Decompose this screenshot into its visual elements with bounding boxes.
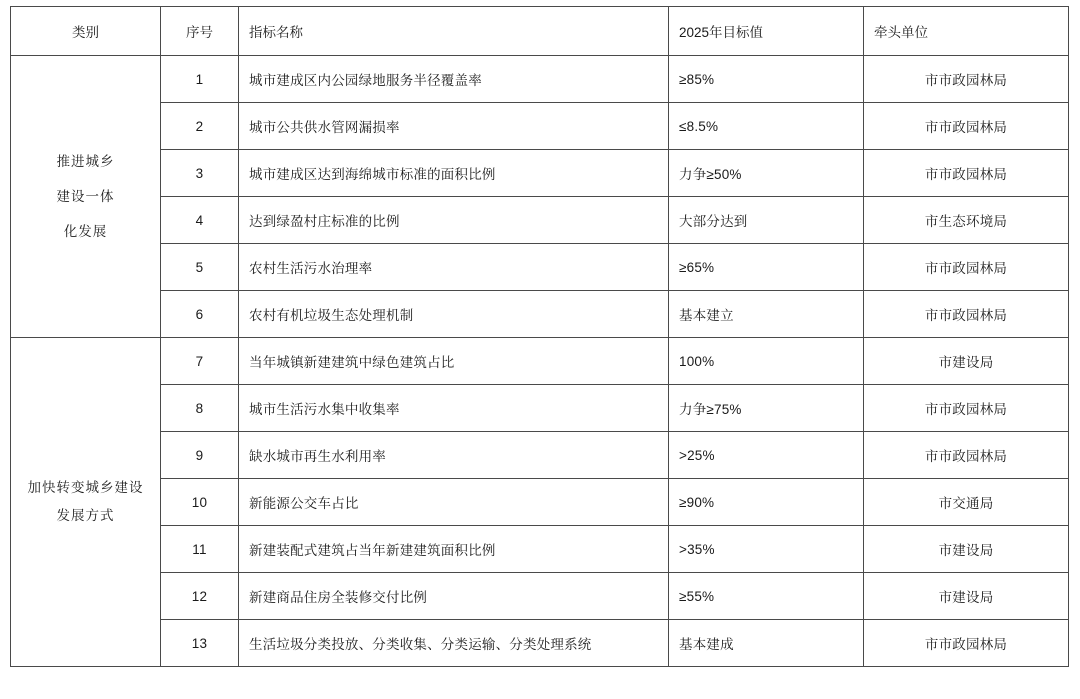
row-target: 100%: [669, 338, 864, 385]
row-name: 城市建成区内公园绿地服务半径覆盖率: [239, 56, 669, 103]
row-seq: 3: [161, 150, 239, 197]
row-name: 新建装配式建筑占当年新建建筑面积比例: [239, 526, 669, 573]
row-unit: 市市政园林局: [864, 150, 1069, 197]
row-seq: 7: [161, 338, 239, 385]
row-unit: 市市政园林局: [864, 244, 1069, 291]
table-header-row: [11, 7, 1069, 56]
table-row: [11, 103, 1069, 150]
table-row: [11, 432, 1069, 479]
row-seq: 11: [161, 526, 239, 573]
header-seq: 序号: [161, 7, 239, 56]
indicator-table: [10, 6, 1069, 667]
row-name: 城市建成区达到海绵城市标准的面积比例: [239, 150, 669, 197]
row-target: >25%: [669, 432, 864, 479]
table-row: [11, 56, 1069, 103]
row-seq: 2: [161, 103, 239, 150]
category-line: 加快转变城乡建设: [27, 479, 144, 495]
row-target: 基本建立: [669, 291, 864, 338]
row-seq: 10: [161, 479, 239, 526]
header-unit: 牵头单位: [864, 7, 1069, 56]
row-unit: 市建设局: [864, 526, 1069, 573]
category-line: 建设一体: [56, 188, 115, 204]
row-unit: 市市政园林局: [864, 432, 1069, 479]
row-name: 生活垃圾分类投放、分类收集、分类运输、分类处理系统: [239, 620, 669, 667]
row-target: ≥90%: [669, 479, 864, 526]
row-name: 新能源公交车占比: [239, 479, 669, 526]
table-row: [11, 197, 1069, 244]
row-seq: 9: [161, 432, 239, 479]
row-name: 城市公共供水管网漏损率: [239, 103, 669, 150]
header-category: 类别: [11, 7, 161, 56]
row-unit: 市生态环境局: [864, 197, 1069, 244]
table-row: [11, 573, 1069, 620]
row-target: 大部分达到: [669, 197, 864, 244]
row-seq: 8: [161, 385, 239, 432]
row-name: 农村有机垃圾生态处理机制: [239, 291, 669, 338]
row-unit: 市市政园林局: [864, 291, 1069, 338]
row-name: 城市生活污水集中收集率: [239, 385, 669, 432]
row-unit: 市市政园林局: [864, 385, 1069, 432]
table-row: [11, 620, 1069, 667]
table-row: [11, 291, 1069, 338]
row-seq: 1: [161, 56, 239, 103]
category-line: 发展方式: [56, 508, 115, 523]
row-target: >35%: [669, 526, 864, 573]
row-target: ≥65%: [669, 244, 864, 291]
table-row: [11, 526, 1069, 573]
row-name: 达到绿盈村庄标准的比例: [239, 197, 669, 244]
row-seq: 6: [161, 291, 239, 338]
table-row: [11, 150, 1069, 197]
row-name: 农村生活污水治理率: [239, 244, 669, 291]
category-line: 化发展: [63, 224, 108, 240]
row-unit: 市建设局: [864, 573, 1069, 620]
row-seq: 13: [161, 620, 239, 667]
category-line: 推进城乡: [56, 153, 115, 169]
row-unit: 市建设局: [864, 338, 1069, 385]
category-cell-0: [11, 56, 161, 338]
row-target: ≤8.5%: [669, 103, 864, 150]
table-row: [11, 385, 1069, 432]
table-row: [11, 479, 1069, 526]
header-target: 2025年目标值: [669, 7, 864, 56]
row-unit: 市市政园林局: [864, 103, 1069, 150]
table-row: [11, 244, 1069, 291]
row-unit: 市交通局: [864, 479, 1069, 526]
row-target: 力争≥50%: [669, 150, 864, 197]
table-body: [11, 56, 1069, 667]
table-row: [11, 338, 1069, 385]
row-target: ≥85%: [669, 56, 864, 103]
row-name: 新建商品住房全装修交付比例: [239, 573, 669, 620]
row-unit: 市市政园林局: [864, 56, 1069, 103]
row-seq: 4: [161, 197, 239, 244]
category-cell-1: [11, 338, 161, 667]
row-unit: 市市政园林局: [864, 620, 1069, 667]
row-target: ≥55%: [669, 573, 864, 620]
row-target: 基本建成: [669, 620, 864, 667]
header-name: 指标名称: [239, 7, 669, 56]
row-name: 缺水城市再生水利用率: [239, 432, 669, 479]
table-header: [11, 7, 1069, 56]
row-target: 力争≥75%: [669, 385, 864, 432]
row-name: 当年城镇新建建筑中绿色建筑占比: [239, 338, 669, 385]
row-seq: 5: [161, 244, 239, 291]
row-seq: 12: [161, 573, 239, 620]
